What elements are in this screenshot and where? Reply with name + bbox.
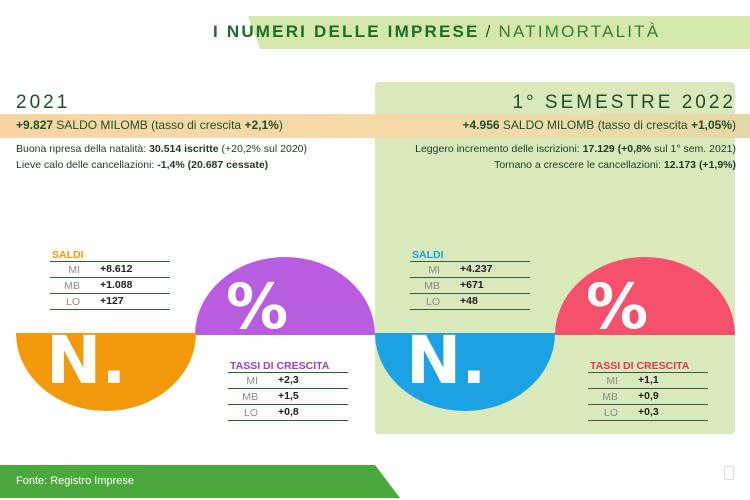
title-separator: / (485, 22, 493, 41)
natality-text: Buona ripresa della natalità: (16, 143, 150, 155)
row-label: MB (242, 391, 258, 403)
cancellations-2022-text: Tornano a crescere le cancellazioni: (494, 159, 664, 171)
row-value: +1,5 (278, 390, 299, 402)
saldo-2021-rate: +2,1% (244, 118, 279, 132)
percent-glyph-2021: % (226, 270, 289, 343)
table-row (228, 389, 348, 405)
saldo-2022-value: +4.956 (462, 118, 500, 132)
registrations-rate: (+0,8% (614, 143, 652, 155)
row-label: MI (68, 264, 80, 276)
tassi-2022-title: TASSI DI CRESCITA (590, 360, 690, 372)
percent-glyph-2022: % (586, 270, 649, 343)
registrations-text: Leggero incremento delle iscrizioni: (415, 143, 583, 155)
table-row (588, 389, 708, 405)
saldo-2021-text: SALDO MILOMB (tasso di crescita (56, 118, 245, 132)
row-value: +48 (460, 295, 478, 307)
table-row (588, 373, 708, 389)
page-mark-icon (724, 466, 734, 480)
table-row (50, 278, 170, 294)
table-row (50, 294, 170, 310)
row-label: MI (428, 264, 440, 276)
table-row (588, 405, 708, 421)
saldo-2022-text: SALDO MILOMB (tasso di crescita (502, 118, 691, 132)
table-row (228, 405, 348, 421)
row-value: +1.088 (100, 279, 133, 291)
saldi-2021-title: SALDI (52, 249, 84, 261)
saldo-2022-rate: +1,05% (690, 118, 732, 132)
saldo-2022 (463, 118, 737, 132)
row-label: MB (602, 391, 618, 403)
table-row (228, 373, 348, 389)
row-label: MI (606, 375, 618, 387)
row-value: +0,9 (638, 390, 659, 402)
row-value: +0,3 (638, 406, 659, 418)
saldo-2021 (16, 118, 283, 132)
row-value: +4.237 (460, 263, 493, 275)
row-value: +2,3 (278, 374, 299, 386)
table-row (410, 278, 530, 294)
row-value: +1,1 (638, 374, 659, 386)
row-label: MB (424, 280, 440, 292)
row-label: MB (64, 280, 80, 292)
table-row (410, 262, 530, 278)
tassi-2021-title: TASSI DI CRESCITA (230, 360, 330, 372)
saldi-2022-title: SALDI (412, 249, 444, 261)
cancellations-2022-description (494, 159, 736, 171)
cancellations-2022-value: 12.173 (+1,9%) (663, 159, 736, 171)
row-label: LO (243, 407, 258, 419)
number-glyph-2021: N. (46, 322, 127, 399)
title-subtitle: NATIMORTALITÀ (498, 22, 661, 41)
table-row (410, 294, 530, 310)
natality-tail: (+20,2% sul 2020) (218, 143, 307, 155)
cancellations-description (16, 159, 268, 171)
row-value: +0,8 (278, 406, 299, 418)
row-label: LO (425, 296, 440, 308)
natality-description (16, 143, 307, 155)
registrations-description (415, 143, 736, 155)
saldo-2021-close: ) (278, 118, 283, 132)
row-value: +671 (460, 279, 484, 291)
row-label: MI (246, 375, 258, 387)
source-note: Fonte: Registro Imprese (16, 475, 134, 487)
saldo-2022-close: ) (732, 118, 736, 132)
table-row (50, 262, 170, 278)
cancellations-value: -1,4% (20.687 cessate) (157, 159, 269, 171)
row-label: LO (603, 407, 618, 419)
title-main: I NUMERI DELLE IMPRESE (213, 22, 480, 41)
year-2021-heading: 2021 (16, 92, 71, 113)
row-label: LO (65, 296, 80, 308)
number-glyph-2022: N. (406, 322, 487, 399)
semester-2022-heading: 1° SEMESTRE 2022 (512, 92, 736, 113)
saldo-2021-value: +9.827 (16, 118, 54, 132)
page-title (213, 22, 660, 42)
row-value: +127 (100, 295, 124, 307)
registrations-value: 17.129 (582, 143, 615, 155)
registrations-tail: sul 1° sem. 2021) (651, 143, 736, 155)
row-value: +8.612 (100, 263, 133, 275)
natality-value: 30.514 iscritte (149, 143, 219, 155)
cancellations-text: Lieve calo delle cancellazioni: (16, 159, 158, 171)
